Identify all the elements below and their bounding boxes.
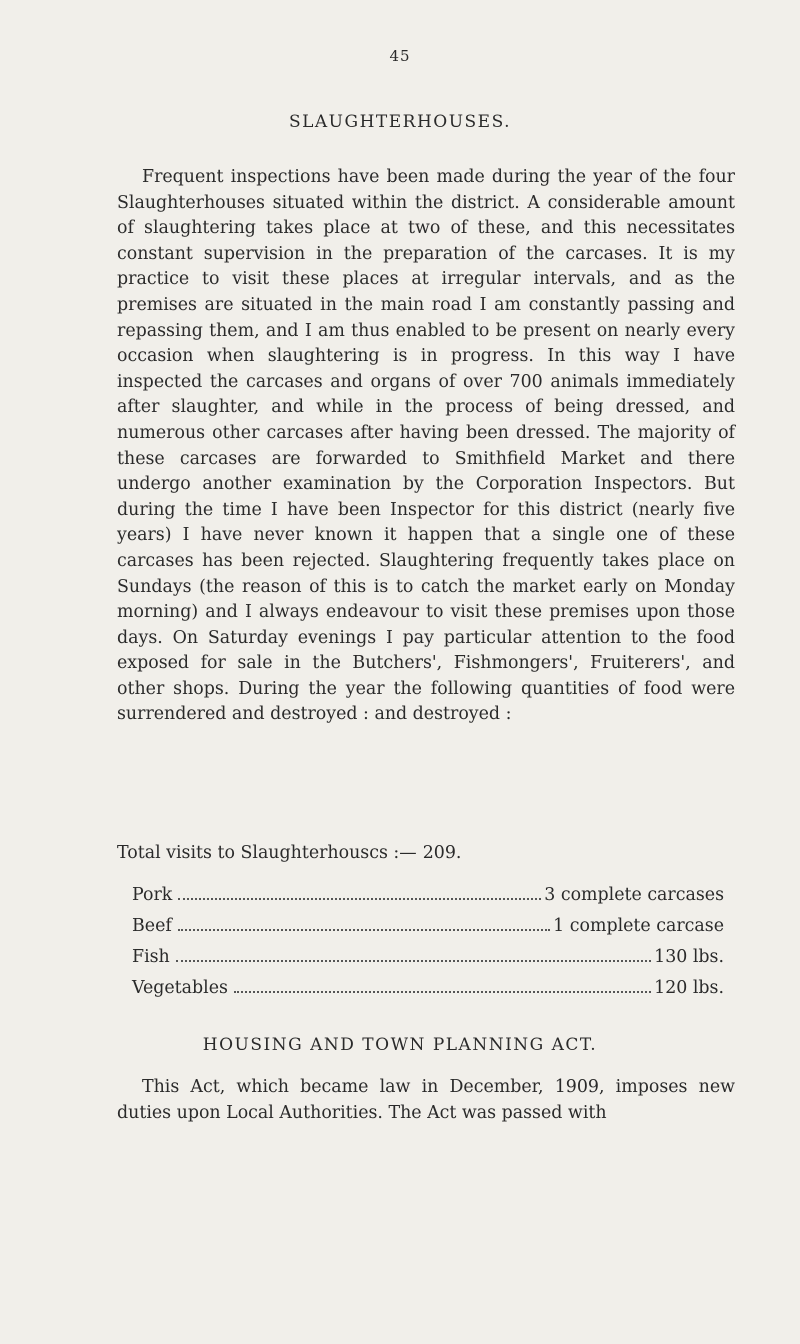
dot-leader xyxy=(178,898,541,900)
dot-leader xyxy=(178,929,550,931)
dot-leader xyxy=(234,991,651,993)
section-title-slaughterhouses: SLAUGHTERHOUSES. xyxy=(288,112,512,132)
item-label: Pork xyxy=(132,885,173,905)
dot-leader xyxy=(176,960,651,962)
item-label: Beef xyxy=(132,916,172,936)
food-destroyed-list xyxy=(132,885,724,1009)
item-label: Vegetables xyxy=(132,978,228,998)
item-quantity: 3 complete carcases xyxy=(544,885,724,905)
item-quantity: 130 lbs. xyxy=(654,947,724,967)
total-visits-line xyxy=(117,843,461,863)
list-item xyxy=(132,916,724,947)
slaughterhouses-paragraph: Frequent inspections have been made during the year of the four Slaughterhouses situated within the district. A considerable amount of slaughtering takes place at two of these, and this necessitates constant supervision in the preparation of the carcases. It is my practice to visit these places at irregular intervals, and as the premises are situated in the main road I am constantly passing and repassing them, and I am thus enabled to be present on nearly every occasion when slaughtering is in progress. In this way I have inspected the carcases and organs of over 700 animals immediately after slaughter, and while in the process of being dressed, and numerous other carcases after having been dressed. The majority of these carcases are forwarded to Smithfield Market and there undergo another examination by the Corporation Inspectors. But during the time I have been Inspector for this district (nearly five years) I have never known it happen that a single one of these carcases has been rejected. Slaughtering frequently takes place on Sundays (the reason of this is to catch the market early on Monday morning) and I always endeavour to visit these premises upon those days. On Saturday evenings I pay particular attention to the food exposed for sale in the Butchers', Fishmongers', Fruiterers', and other shops. During the year the following quantities of food were surrendered and destroyed : and destroyed : xyxy=(117,167,735,725)
total-visits-label: Total visits to Slaughterhouscs :— xyxy=(117,843,417,863)
list-item xyxy=(132,885,724,916)
item-label: Fish xyxy=(132,947,170,967)
item-quantity: 120 lbs. xyxy=(654,978,724,998)
list-item xyxy=(132,947,724,978)
section-title-housing-act: HOUSING AND TOWN PLANNING ACT. xyxy=(202,1035,598,1055)
page-number: 45 xyxy=(389,47,411,65)
total-visits-value: 209. xyxy=(422,843,462,863)
housing-act-paragraph: This Act, which became law in December, 1909, imposes new duties upon Local Authorities. The Act was passed with xyxy=(117,1077,735,1123)
list-item xyxy=(132,978,724,1009)
item-quantity: 1 complete carcase xyxy=(553,916,724,936)
